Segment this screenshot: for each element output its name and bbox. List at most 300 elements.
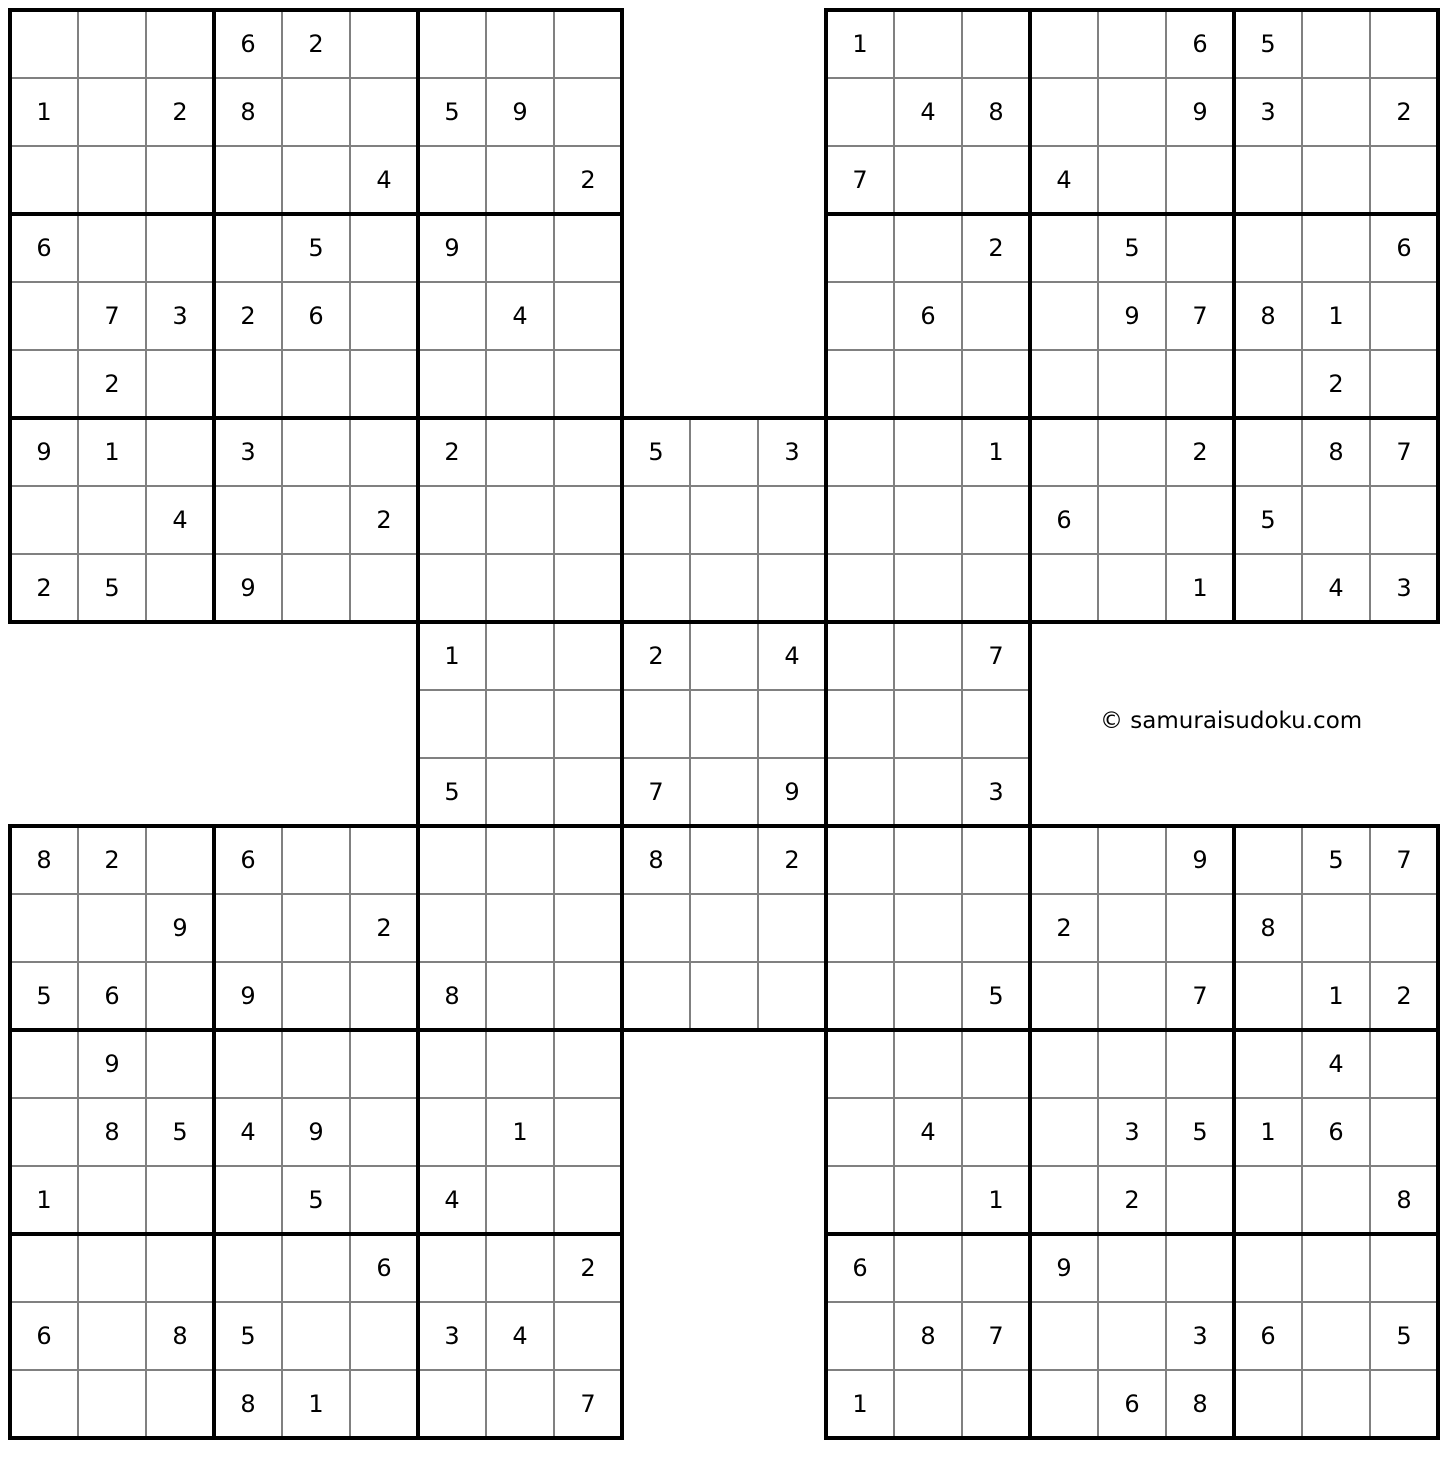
given-digit: 8: [1260, 302, 1276, 330]
empty-cell[interactable]: [827, 351, 893, 417]
given-digit: 1: [512, 1118, 528, 1146]
given-digit: 1: [1328, 982, 1344, 1010]
empty-cell[interactable]: [827, 895, 893, 961]
empty-cell[interactable]: [215, 487, 281, 553]
given-digit: 5: [1328, 846, 1344, 874]
empty-cell[interactable]: [555, 79, 621, 145]
empty-cell[interactable]: [1099, 419, 1165, 485]
given-digit: 2: [104, 846, 120, 874]
empty-cell[interactable]: [1303, 1303, 1369, 1369]
given-digit: 3: [988, 778, 1004, 806]
empty-cell[interactable]: [1031, 1303, 1097, 1369]
empty-cell[interactable]: [1235, 555, 1301, 621]
empty-cell[interactable]: [1167, 895, 1233, 961]
empty-cell[interactable]: [895, 147, 961, 213]
given-digit: 8: [920, 1322, 936, 1350]
given-digit: 2: [1192, 438, 1208, 466]
given-digit: 5: [1192, 1118, 1208, 1146]
empty-cell[interactable]: [351, 11, 417, 77]
given-digit: 4: [1328, 574, 1344, 602]
empty-cell[interactable]: [283, 487, 349, 553]
empty-cell[interactable]: [1235, 351, 1301, 417]
empty-cell[interactable]: [215, 895, 281, 961]
empty-cell[interactable]: [351, 419, 417, 485]
empty-cell[interactable]: [1371, 351, 1437, 417]
empty-cell[interactable]: [147, 11, 213, 77]
empty-cell[interactable]: [1235, 1371, 1301, 1437]
empty-cell[interactable]: [827, 1167, 893, 1233]
empty-cell[interactable]: [283, 895, 349, 961]
empty-cell[interactable]: [555, 555, 621, 621]
empty-cell[interactable]: 5: [988, 982, 1004, 1010]
empty-cell[interactable]: [691, 691, 757, 757]
empty-cell[interactable]: [827, 1303, 893, 1369]
empty-cell[interactable]: [419, 691, 485, 757]
empty-cell[interactable]: [79, 147, 145, 213]
empty-cell[interactable]: [283, 555, 349, 621]
empty-cell[interactable]: [691, 623, 757, 689]
empty-cell[interactable]: [283, 79, 349, 145]
empty-cell[interactable]: [963, 827, 1029, 893]
given-digit: 6: [376, 1254, 392, 1282]
empty-cell[interactable]: [895, 691, 961, 757]
empty-cell[interactable]: [79, 1167, 145, 1233]
empty-cell[interactable]: [827, 1099, 893, 1165]
copyright-text: © samuraisudoku.com: [1100, 708, 1363, 734]
given-digit: 6: [240, 846, 256, 874]
empty-cell[interactable]: [419, 487, 485, 553]
empty-cell[interactable]: [215, 215, 281, 281]
empty-cell[interactable]: [1031, 11, 1097, 77]
empty-cell[interactable]: [11, 1099, 77, 1165]
given-digit: 9: [512, 98, 528, 126]
given-digit: 5: [172, 1118, 188, 1146]
empty-cell[interactable]: [1167, 487, 1233, 553]
empty-cell[interactable]: [1167, 1235, 1233, 1301]
empty-cell[interactable]: [555, 1167, 621, 1233]
empty-cell[interactable]: [963, 1099, 1029, 1165]
empty-cell[interactable]: [623, 487, 689, 553]
given-digit: 5: [1124, 234, 1140, 262]
empty-cell[interactable]: [11, 487, 77, 553]
empty-cell[interactable]: [895, 1167, 961, 1233]
empty-cell[interactable]: [487, 691, 553, 757]
empty-cell[interactable]: [555, 419, 621, 485]
empty-cell[interactable]: [895, 419, 961, 485]
given-digit: 3: [1124, 1118, 1140, 1146]
empty-cell[interactable]: [963, 1371, 1029, 1437]
empty-cell[interactable]: [963, 1031, 1029, 1097]
given-digit: 9: [172, 914, 188, 942]
empty-cell[interactable]: [11, 147, 77, 213]
given-digit: 9: [444, 234, 460, 262]
given-digit: 8: [240, 1390, 256, 1418]
given-digit: 2: [784, 846, 800, 874]
empty-cell[interactable]: [555, 215, 621, 281]
empty-cell[interactable]: [555, 691, 621, 757]
empty-cell[interactable]: [11, 11, 77, 77]
empty-cell[interactable]: [759, 691, 825, 757]
given-digit: 3: [1192, 1322, 1208, 1350]
given-digit: 2: [240, 302, 256, 330]
empty-cell[interactable]: [691, 963, 757, 1029]
empty-cell[interactable]: [487, 623, 553, 689]
empty-cell[interactable]: [1031, 215, 1097, 281]
empty-cell[interactable]: [963, 691, 1029, 757]
empty-cell[interactable]: [895, 215, 961, 281]
empty-cell[interactable]: [215, 351, 281, 417]
given-digit: 7: [580, 1390, 596, 1418]
empty-cell[interactable]: [827, 827, 893, 893]
empty-cell[interactable]: [555, 11, 621, 77]
empty-cell[interactable]: [895, 895, 961, 961]
given-digit: 2: [988, 234, 1004, 262]
empty-cell[interactable]: [487, 351, 553, 417]
empty-cell[interactable]: [1099, 1303, 1165, 1369]
empty-cell[interactable]: [895, 487, 961, 553]
given-digit: 6: [1192, 30, 1208, 58]
empty-cell[interactable]: [283, 351, 349, 417]
empty-cell[interactable]: [1235, 147, 1301, 213]
empty-cell[interactable]: [1371, 1099, 1437, 1165]
empty-cell[interactable]: [1371, 487, 1437, 553]
empty-cell[interactable]: [351, 283, 417, 349]
empty-cell[interactable]: [419, 895, 485, 961]
empty-cell[interactable]: [1371, 1235, 1437, 1301]
empty-cell[interactable]: [147, 1167, 213, 1233]
empty-cell[interactable]: [827, 215, 893, 281]
empty-cell[interactable]: [1371, 11, 1437, 77]
empty-cell[interactable]: [487, 11, 553, 77]
empty-cell[interactable]: [419, 351, 485, 417]
empty-cell[interactable]: [351, 1167, 417, 1233]
empty-cell[interactable]: [147, 1371, 213, 1437]
empty-cell[interactable]: [419, 283, 485, 349]
empty-cell[interactable]: [555, 623, 621, 689]
empty-cell[interactable]: [623, 895, 689, 961]
given-digit: 2: [1056, 914, 1072, 942]
empty-cell[interactable]: [487, 215, 553, 281]
given-digit: 2: [648, 642, 664, 670]
empty-cell[interactable]: [1235, 419, 1301, 485]
empty-cell[interactable]: [827, 691, 893, 757]
empty-cell[interactable]: [555, 1031, 621, 1097]
empty-cell[interactable]: [759, 895, 825, 961]
empty-cell[interactable]: [827, 555, 893, 621]
given-digit: 2: [172, 98, 188, 126]
empty-cell[interactable]: [487, 1235, 553, 1301]
empty-cell[interactable]: [487, 963, 553, 1029]
empty-cell[interactable]: [1031, 351, 1097, 417]
empty-cell[interactable]: [1099, 1031, 1165, 1097]
given-digit: 2: [376, 506, 392, 534]
empty-cell[interactable]: [1031, 419, 1097, 485]
empty-cell[interactable]: [1031, 1371, 1097, 1437]
empty-cell[interactable]: [1099, 963, 1165, 1029]
empty-cell[interactable]: [215, 147, 281, 213]
empty-cell[interactable]: [827, 79, 893, 145]
empty-cell[interactable]: [487, 759, 553, 825]
empty-cell[interactable]: [419, 1235, 485, 1301]
empty-cell[interactable]: [895, 759, 961, 825]
empty-cell[interactable]: [215, 1235, 281, 1301]
empty-cell[interactable]: [759, 555, 825, 621]
empty-cell[interactable]: [555, 283, 621, 349]
empty-cell[interactable]: [283, 147, 349, 213]
empty-cell[interactable]: [11, 1031, 77, 1097]
empty-cell[interactable]: [827, 623, 893, 689]
empty-cell[interactable]: [895, 827, 961, 893]
given-digit: 2: [1328, 370, 1344, 398]
empty-cell[interactable]: [351, 1099, 417, 1165]
empty-cell[interactable]: [79, 1371, 145, 1437]
empty-cell[interactable]: [827, 1031, 893, 1097]
empty-cell[interactable]: [79, 215, 145, 281]
empty-cell[interactable]: [963, 555, 1029, 621]
given-digit: 5: [240, 1322, 256, 1350]
empty-cell[interactable]: [1303, 147, 1369, 213]
empty-cell[interactable]: [963, 895, 1029, 961]
empty-cell[interactable]: [283, 1031, 349, 1097]
given-digit: 6: [36, 1322, 52, 1350]
given-digit: 7: [852, 166, 868, 194]
empty-cell[interactable]: [1099, 487, 1165, 553]
given-digit: 2: [376, 914, 392, 942]
empty-cell[interactable]: [419, 1099, 485, 1165]
given-digit: 6: [104, 982, 120, 1010]
empty-cell[interactable]: [963, 147, 1029, 213]
empty-cell[interactable]: [419, 827, 485, 893]
empty-cell[interactable]: [1167, 351, 1233, 417]
empty-cell[interactable]: [351, 827, 417, 893]
empty-cell[interactable]: [487, 147, 553, 213]
empty-cell[interactable]: [691, 759, 757, 825]
empty-cell[interactable]: [351, 1371, 417, 1437]
empty-cell[interactable]: [1167, 1167, 1233, 1233]
empty-cell[interactable]: [11, 1371, 77, 1437]
empty-cell[interactable]: [11, 895, 77, 961]
empty-cell[interactable]: [487, 1371, 553, 1437]
empty-cell[interactable]: [895, 11, 961, 77]
given-digit: 2: [1396, 98, 1412, 126]
empty-cell[interactable]: [759, 963, 825, 1029]
empty-cell[interactable]: [1371, 1371, 1437, 1437]
empty-cell[interactable]: [283, 963, 349, 1029]
given-digit: 2: [36, 574, 52, 602]
empty-cell[interactable]: [623, 691, 689, 757]
given-digit: 5: [444, 778, 460, 806]
empty-cell[interactable]: [1303, 79, 1369, 145]
empty-cell[interactable]: [895, 351, 961, 417]
empty-cell[interactable]: [1303, 1371, 1369, 1437]
empty-cell[interactable]: [827, 759, 893, 825]
empty-cell[interactable]: [79, 1303, 145, 1369]
empty-cell[interactable]: [1099, 1235, 1165, 1301]
empty-cell[interactable]: [351, 215, 417, 281]
empty-cell[interactable]: [1031, 79, 1097, 145]
empty-cell[interactable]: [147, 555, 213, 621]
empty-cell[interactable]: [1303, 487, 1369, 553]
empty-cell[interactable]: [555, 963, 621, 1029]
empty-cell[interactable]: [895, 1371, 961, 1437]
given-digit: 6: [1056, 506, 1072, 534]
given-digit: 4: [240, 1118, 256, 1146]
empty-cell[interactable]: [487, 827, 553, 893]
empty-cell[interactable]: [1099, 147, 1165, 213]
empty-cell[interactable]: [487, 1031, 553, 1097]
empty-cell[interactable]: [691, 827, 757, 893]
given-digit: 5: [1260, 30, 1276, 58]
empty-cell[interactable]: [1099, 555, 1165, 621]
empty-cell[interactable]: [895, 1031, 961, 1097]
empty-cell[interactable]: [79, 487, 145, 553]
given-digit: 2: [580, 166, 596, 194]
given-digit: 5: [104, 574, 120, 602]
empty-cell[interactable]: [283, 827, 349, 893]
given-digit: 1: [1192, 574, 1208, 602]
empty-cell[interactable]: [1371, 1031, 1437, 1097]
given-digit: 3: [1396, 574, 1412, 602]
empty-cell[interactable]: [827, 419, 893, 485]
empty-cell[interactable]: [895, 1235, 961, 1301]
empty-cell[interactable]: [1099, 827, 1165, 893]
empty-cell[interactable]: [1167, 1031, 1233, 1097]
empty-cell[interactable]: [147, 147, 213, 213]
empty-cell[interactable]: [691, 895, 757, 961]
empty-cell[interactable]: [419, 1031, 485, 1097]
empty-cell[interactable]: [147, 827, 213, 893]
empty-cell[interactable]: [283, 1235, 349, 1301]
empty-cell[interactable]: [147, 1235, 213, 1301]
empty-cell[interactable]: [215, 1167, 281, 1233]
empty-cell[interactable]: [487, 555, 553, 621]
empty-cell[interactable]: [1167, 147, 1233, 213]
empty-cell[interactable]: [1031, 283, 1097, 349]
empty-cell[interactable]: [11, 1235, 77, 1301]
given-digit: 5: [308, 234, 324, 262]
empty-cell[interactable]: [79, 895, 145, 961]
empty-cell[interactable]: [351, 79, 417, 145]
empty-cell[interactable]: [1303, 895, 1369, 961]
given-digit: 6: [920, 302, 936, 330]
empty-cell[interactable]: [555, 895, 621, 961]
empty-cell[interactable]: [963, 1235, 1029, 1301]
empty-cell[interactable]: [555, 1099, 621, 1165]
empty-cell[interactable]: [487, 487, 553, 553]
empty-cell[interactable]: [1235, 1167, 1301, 1233]
empty-cell[interactable]: [691, 555, 757, 621]
empty-cell[interactable]: [351, 1031, 417, 1097]
empty-cell[interactable]: [895, 623, 961, 689]
empty-cell[interactable]: [1303, 1235, 1369, 1301]
empty-cell[interactable]: [487, 895, 553, 961]
given-digit: 4: [512, 1322, 528, 1350]
empty-cell[interactable]: [1303, 11, 1369, 77]
empty-cell[interactable]: [759, 487, 825, 553]
empty-cell[interactable]: [623, 555, 689, 621]
empty-cell[interactable]: [147, 419, 213, 485]
empty-cell[interactable]: [1235, 215, 1301, 281]
empty-cell[interactable]: [215, 1031, 281, 1097]
empty-cell[interactable]: [487, 419, 553, 485]
empty-cell[interactable]: [147, 1031, 213, 1097]
empty-cell[interactable]: [147, 351, 213, 417]
empty-cell[interactable]: [1031, 1031, 1097, 1097]
empty-cell[interactable]: [79, 11, 145, 77]
empty-cell[interactable]: [623, 963, 689, 1029]
empty-cell[interactable]: [691, 487, 757, 553]
empty-cell[interactable]: [1031, 1167, 1097, 1233]
empty-cell[interactable]: [1371, 283, 1437, 349]
empty-cell[interactable]: [555, 351, 621, 417]
empty-cell[interactable]: [351, 1303, 417, 1369]
empty-cell[interactable]: [895, 963, 961, 1029]
empty-cell[interactable]: [487, 1167, 553, 1233]
empty-cell[interactable]: [555, 487, 621, 553]
empty-cell[interactable]: [1167, 215, 1233, 281]
given-digit: 9: [240, 574, 256, 602]
empty-cell[interactable]: [827, 283, 893, 349]
empty-cell[interactable]: [419, 1371, 485, 1437]
empty-cell[interactable]: [1099, 79, 1165, 145]
empty-cell[interactable]: [419, 11, 485, 77]
empty-cell[interactable]: [1031, 963, 1097, 1029]
empty-cell[interactable]: [1099, 11, 1165, 77]
empty-cell[interactable]: [283, 1303, 349, 1369]
empty-cell[interactable]: [147, 963, 213, 1029]
given-digit: 1: [36, 98, 52, 126]
empty-cell[interactable]: [963, 283, 1029, 349]
empty-cell[interactable]: [147, 215, 213, 281]
empty-cell[interactable]: [963, 11, 1029, 77]
empty-cell[interactable]: [79, 1235, 145, 1301]
empty-cell[interactable]: [351, 555, 417, 621]
empty-cell[interactable]: [1235, 1031, 1301, 1097]
empty-cell[interactable]: [1031, 555, 1097, 621]
empty-cell[interactable]: [79, 79, 145, 145]
empty-cell[interactable]: [555, 759, 621, 825]
empty-cell[interactable]: [1235, 963, 1301, 1029]
empty-cell[interactable]: [1099, 895, 1165, 961]
empty-cell[interactable]: [555, 827, 621, 893]
empty-cell[interactable]: [1303, 215, 1369, 281]
empty-cell[interactable]: [963, 351, 1029, 417]
empty-cell[interactable]: [827, 487, 893, 553]
empty-cell[interactable]: [1031, 827, 1097, 893]
given-digit: 8: [240, 98, 256, 126]
empty-cell[interactable]: [1031, 1099, 1097, 1165]
given-digit: 8: [1328, 438, 1344, 466]
empty-cell[interactable]: [11, 351, 77, 417]
empty-cell[interactable]: [11, 283, 77, 349]
empty-cell[interactable]: [351, 351, 417, 417]
empty-cell[interactable]: [1371, 147, 1437, 213]
empty-cell[interactable]: [1303, 1167, 1369, 1233]
empty-cell[interactable]: [283, 419, 349, 485]
empty-cell[interactable]: [895, 555, 961, 621]
empty-cell[interactable]: [1099, 351, 1165, 417]
empty-cell[interactable]: [351, 963, 417, 1029]
empty-cell[interactable]: [1235, 1235, 1301, 1301]
empty-cell[interactable]: [419, 555, 485, 621]
empty-cell[interactable]: [963, 487, 1029, 553]
empty-cell[interactable]: [827, 963, 893, 1029]
empty-cell[interactable]: [691, 419, 757, 485]
empty-cell[interactable]: [555, 1303, 621, 1369]
empty-cell[interactable]: [419, 147, 485, 213]
empty-cell[interactable]: [1371, 895, 1437, 961]
empty-cell[interactable]: [1235, 827, 1301, 893]
